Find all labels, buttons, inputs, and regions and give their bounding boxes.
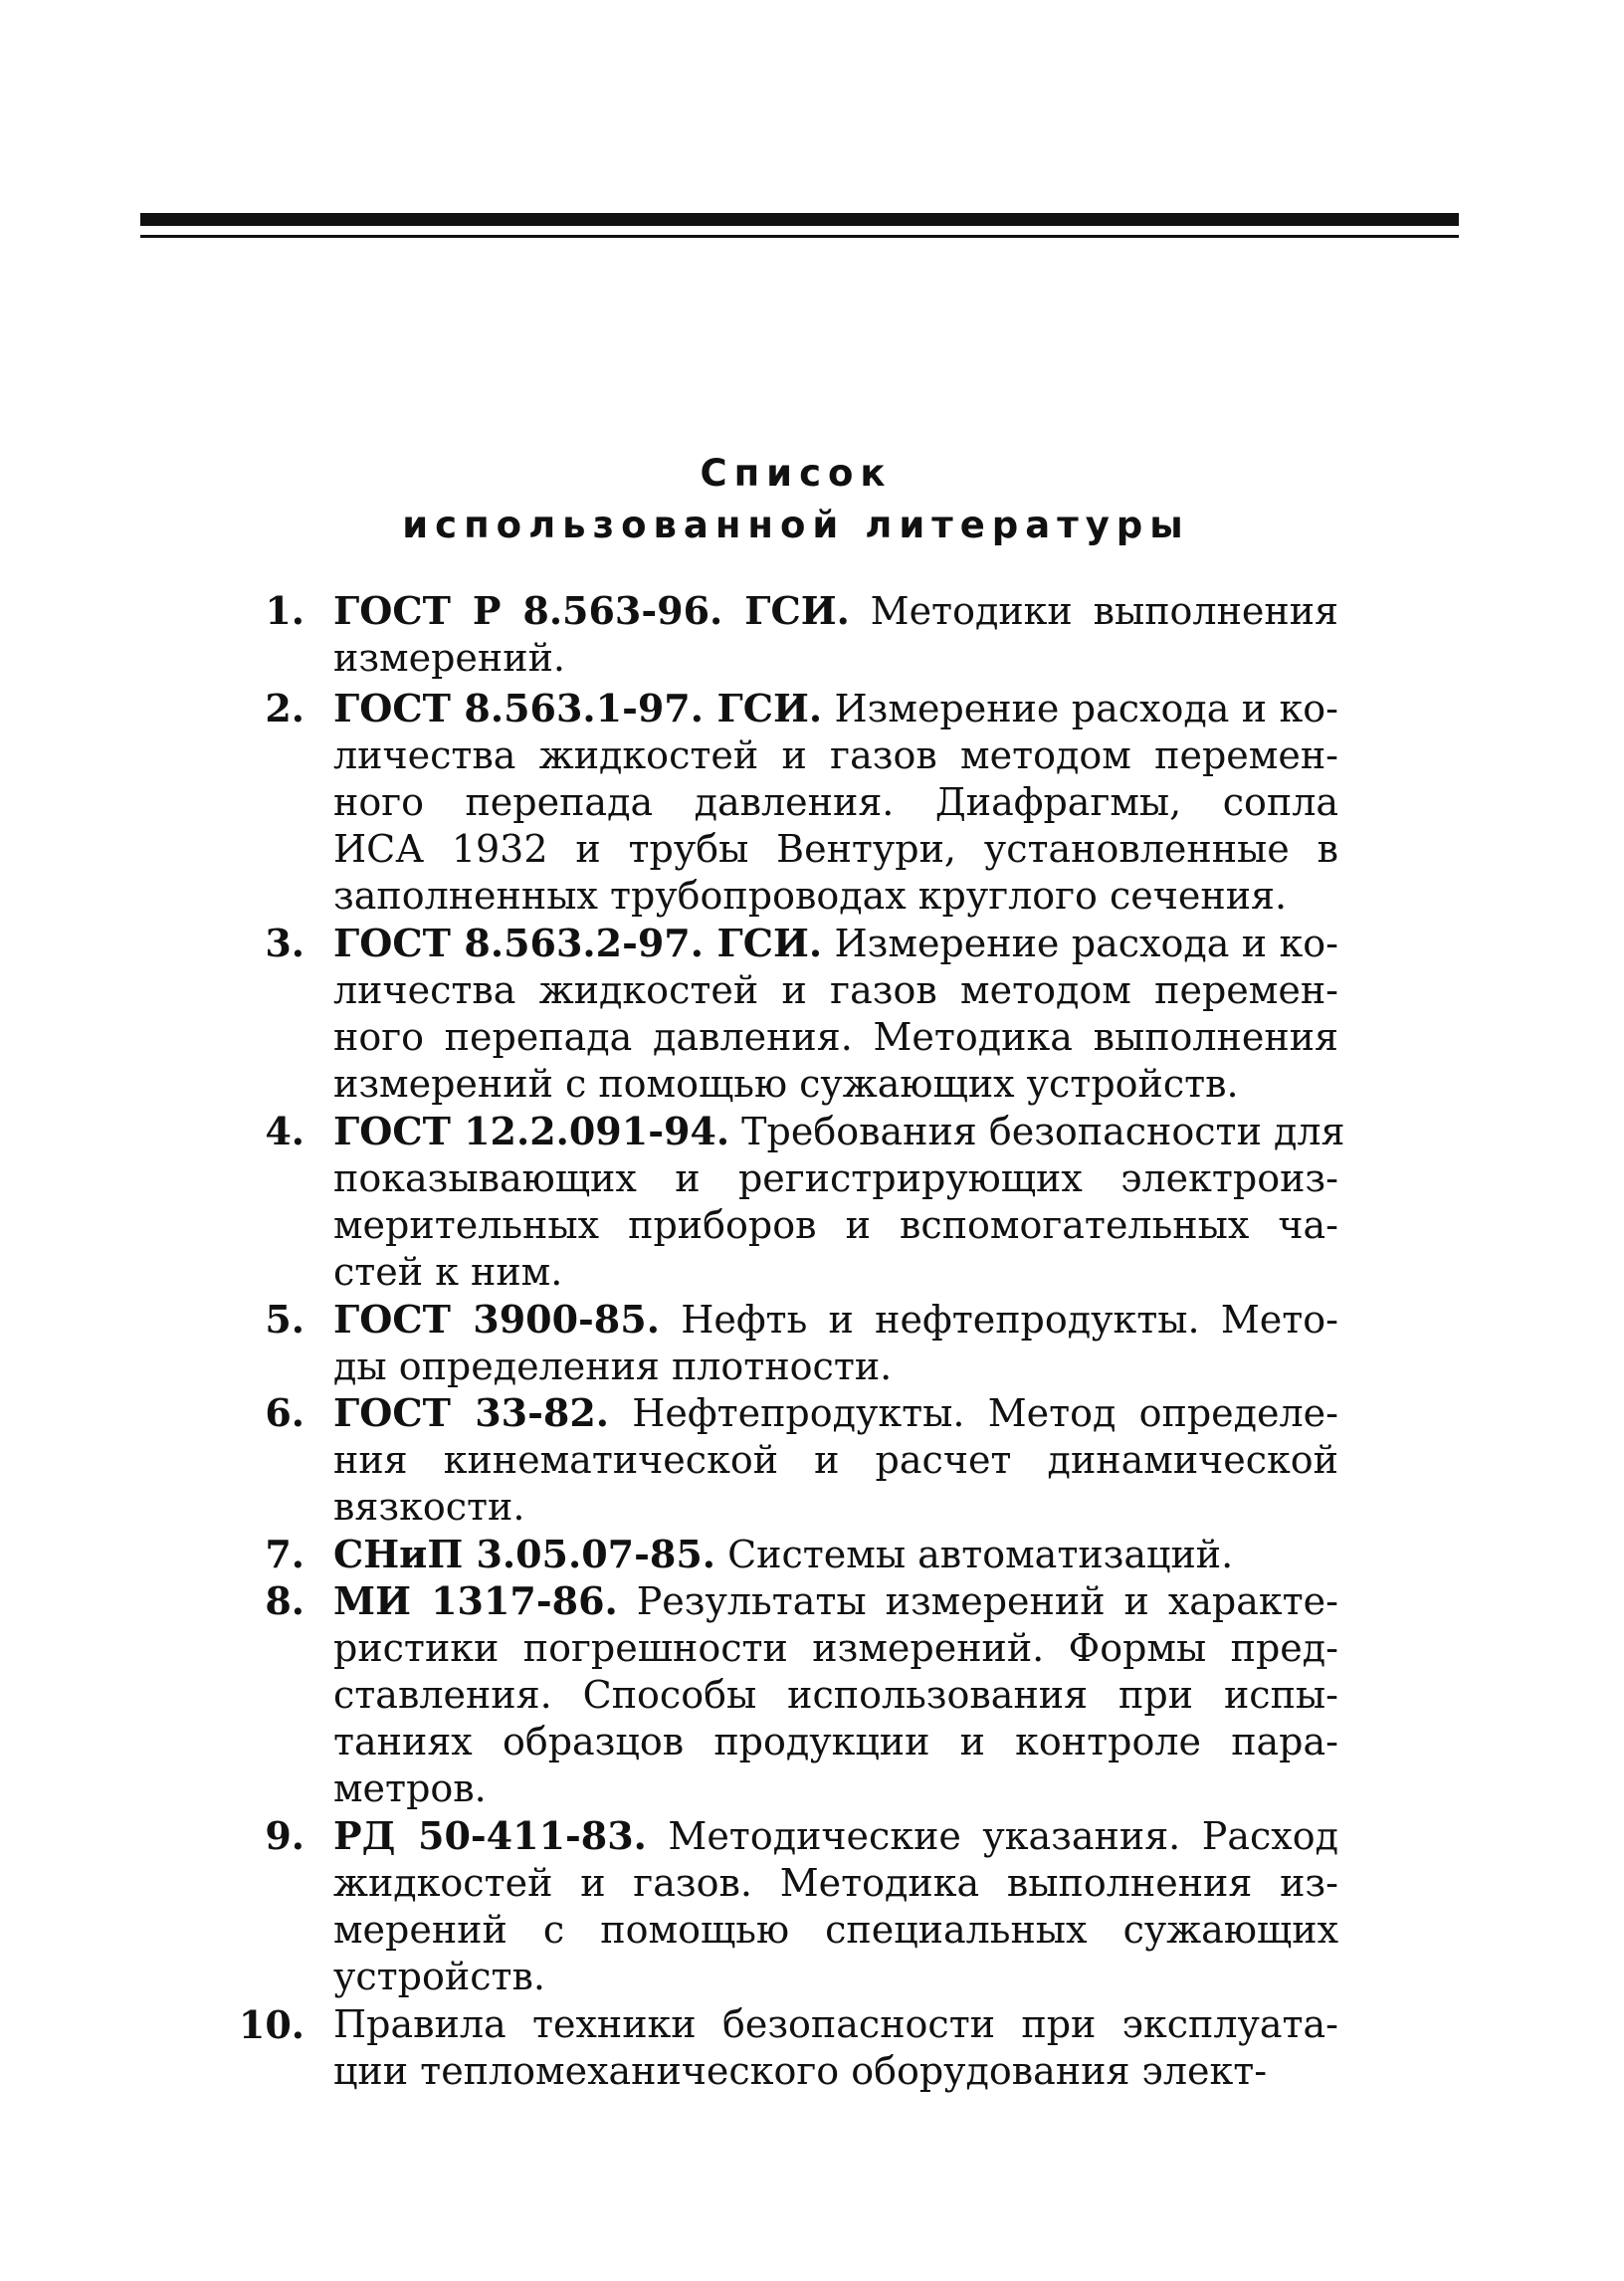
reference-number: 6. (265, 1390, 304, 1435)
reference-line (333, 1954, 1338, 2000)
reference-line (333, 967, 1338, 1014)
reference-line (333, 1907, 1338, 1954)
reference-line (333, 920, 1338, 967)
line-text: измерений. (333, 636, 565, 680)
reference-line (333, 1484, 1338, 1531)
reference-line (333, 1860, 1338, 1907)
reference-line (333, 1155, 1338, 1202)
reference-number: 7. (265, 1532, 304, 1576)
standard-code: ГОСТ 12.2.091-94. (333, 1109, 730, 1153)
reference-line (333, 1812, 1338, 1860)
reference-text (333, 1577, 1338, 1812)
standard-code: МИ 1317-86. (333, 1578, 618, 1623)
reference-number: 10. (238, 2002, 304, 2047)
line-text: Нефтепродукты. Метод определе- (609, 1391, 1338, 1435)
line-text: заполненных трубопроводах круглого сечения. (333, 874, 1288, 918)
reference-number: 4. (265, 1109, 304, 1153)
line-text: стей к ним. (333, 1250, 563, 1294)
standard-code: ГОСТ 8.563.1-97. ГСИ. (333, 686, 823, 730)
line-text: Результаты измерений и характе- (617, 1579, 1338, 1623)
line-text: метров. (333, 1766, 487, 1810)
reference-line (333, 1296, 1338, 1344)
line-text: ного перепада давления. Диафрагмы, сопла (333, 780, 1338, 824)
reference-line (333, 1625, 1338, 1672)
line-text: измерений с помощью сужающих устройств. (333, 1062, 1239, 1106)
reference-number: 3. (265, 921, 304, 965)
top-rule-thin (140, 235, 1459, 238)
reference-line (333, 1437, 1338, 1484)
reference-text (333, 1812, 1338, 2000)
reference-text (333, 2001, 1338, 2095)
line-text: мерений с помощью специальных сужающих (333, 1908, 1338, 1952)
line-text: таниях образцов продукции и контроле пара- (333, 1720, 1338, 1763)
line-text: Системы автоматизаций. (715, 1533, 1234, 1576)
line-text: Правила техники безопасности при эксплуата- (333, 2002, 1338, 2046)
reference-line (333, 1249, 1338, 1296)
reference-line (333, 587, 1338, 635)
reference-text (333, 1296, 1338, 1390)
reference-number: 2. (265, 686, 304, 730)
reference-line (333, 1108, 1345, 1155)
reference-line (333, 2001, 1338, 2048)
reference-line (333, 1765, 1338, 1812)
line-text: жидкостей и газов. Методика выполнения из- (333, 1861, 1338, 1905)
reference-number: 5. (265, 1297, 304, 1342)
title-line-1: Список (700, 452, 893, 495)
standard-code: ГОСТ 3900-85. (333, 1297, 660, 1342)
reference-line (333, 2048, 1338, 2095)
line-text: ного перепада давления. Методика выполнения (333, 1015, 1338, 1059)
line-text: ции тепломеханического оборудования элект- (333, 2049, 1268, 2093)
standard-code: СНиП 3.05.07-85. (333, 1532, 715, 1576)
standard-code: ГОСТ 8.563.2-97. ГСИ. (333, 921, 823, 965)
reference-line (333, 1061, 1338, 1108)
line-text: ставления. Способы использования при испы- (333, 1673, 1338, 1717)
line-text: Методики выполнения (849, 589, 1339, 633)
line-text: вязкости. (333, 1485, 525, 1529)
line-text: ды определения плотности. (333, 1345, 893, 1388)
line-text: Измерение расхода и ко- (822, 922, 1338, 965)
line-text: устройств. (333, 1955, 545, 1998)
reference-line (333, 635, 1338, 682)
reference-line (333, 826, 1338, 873)
page-title (199, 448, 1393, 551)
reference-number: 1. (265, 588, 304, 633)
reference-text (333, 587, 1338, 682)
line-text: Требования безопасности для (729, 1110, 1345, 1153)
reference-text (333, 1389, 1338, 1531)
reference-line (333, 732, 1338, 779)
line-text: ния кинематической и расчет динамической (333, 1438, 1338, 1482)
reference-line (333, 779, 1338, 826)
standard-code: ГОСТ Р 8.563-96. ГСИ. (333, 588, 850, 633)
reference-number: 8. (265, 1578, 304, 1623)
line-text: ристики погрешности измерений. Формы пред- (333, 1626, 1338, 1670)
line-text: Нефть и нефтепродукты. Мето- (659, 1298, 1338, 1342)
line-text: личества жидкостей и газов методом перемен- (333, 968, 1338, 1012)
reference-line (333, 1389, 1338, 1437)
line-text: ИСА 1932 и трубы Вентури, установленные в (333, 827, 1338, 871)
reference-text (333, 685, 1338, 920)
reference-number: 9. (265, 1813, 304, 1858)
line-text: личества жидкостей и газов методом перемен- (333, 733, 1338, 777)
standard-code: ГОСТ 33-82. (333, 1390, 609, 1435)
reference-line (333, 873, 1338, 920)
reference-line (333, 685, 1338, 732)
reference-text (333, 920, 1338, 1108)
title-line-2: использованной литературы (402, 504, 1190, 546)
reference-line (333, 1672, 1338, 1719)
reference-line (333, 1531, 1338, 1578)
line-text: Методические указания. Расход (646, 1814, 1338, 1858)
reference-line (333, 1014, 1338, 1061)
line-text: Измерение расхода и ко- (822, 687, 1338, 730)
line-text: показывающих и регистрирующих электроиз- (333, 1156, 1338, 1200)
standard-code: РД 50-411-83. (333, 1813, 647, 1858)
reference-line (333, 1344, 1338, 1390)
reference-text (333, 1531, 1338, 1578)
reference-text (333, 1108, 1345, 1296)
reference-line (333, 1202, 1338, 1249)
line-text: мерительных приборов и вспомогательных ча- (333, 1203, 1338, 1247)
reference-line (333, 1577, 1338, 1625)
reference-line (333, 1719, 1338, 1765)
top-rule-thick (140, 213, 1459, 226)
